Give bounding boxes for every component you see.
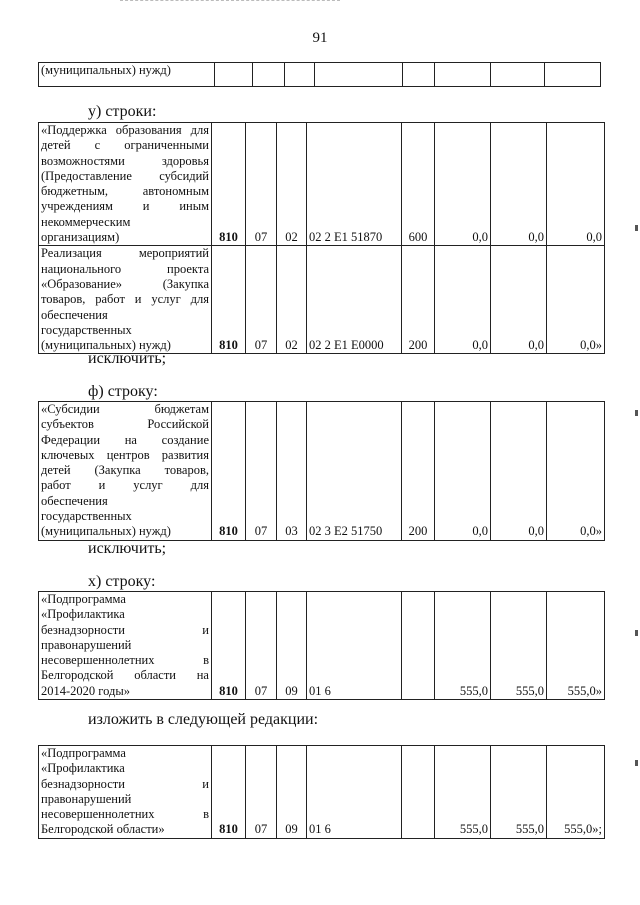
description-line: возможностями здоровья	[41, 153, 209, 168]
cell-amount-1: 0,0	[435, 246, 491, 354]
description-line: правонарушений	[41, 791, 132, 806]
description-line: Реализация мероприятий	[41, 246, 209, 261]
cell-ministry-code: 810	[212, 402, 246, 541]
description-line: (Предоставление субсидий	[41, 168, 209, 183]
section-f-action: исключить;	[88, 540, 167, 557]
cell-target-code: 01 6	[307, 592, 402, 700]
description-line: «Подпрограмма	[41, 592, 126, 606]
continuation-table	[38, 62, 601, 87]
cell-amount-3: 0,0»	[547, 246, 605, 354]
description-line: ключевых центров развития	[41, 447, 209, 462]
scan-mark	[635, 630, 638, 636]
scan-artifact-top	[120, 0, 340, 3]
table-row	[39, 592, 605, 700]
cell-subsection: 09	[277, 592, 307, 700]
description-line: (муниципальных) нужд)	[41, 338, 171, 353]
cell-amount-1: 0,0	[435, 123, 491, 246]
cell-section: 07	[246, 402, 277, 541]
description-line: бюджетным, автономным	[41, 184, 209, 199]
description-line: (муниципальных) нужд)	[41, 524, 171, 539]
scan-mark	[635, 760, 638, 766]
row-description	[39, 246, 212, 354]
cell-amount-3: 555,0»;	[547, 746, 605, 839]
cell-expense-type	[402, 592, 435, 700]
cell-section: 07	[246, 592, 277, 700]
cell-target-code: 02 2 Е1 Е0000	[307, 246, 402, 354]
description-line: «Образование» (Закупка	[41, 276, 209, 291]
cell-expense-type: 200	[402, 246, 435, 354]
description-line: «Профилактика	[41, 761, 125, 776]
scan-mark	[635, 225, 638, 231]
description-line: 2014-2020 годы»	[41, 683, 131, 698]
section-kh-heading: х) строку:	[88, 573, 156, 590]
row-description	[39, 63, 215, 87]
description-line: учреждениям и иным	[41, 199, 209, 214]
cell-expense-type	[402, 746, 435, 839]
row-description	[39, 402, 212, 541]
section-kh-action: изложить в следующей редакции:	[88, 711, 319, 728]
description-line: «Профилактика	[41, 607, 125, 622]
section-f-table	[38, 401, 605, 541]
cell-amount-1: 555,0	[435, 592, 491, 700]
section-u-heading: у) строки:	[88, 103, 157, 120]
cell-ministry-code: 810	[212, 246, 246, 354]
description-line: государственных	[41, 322, 132, 337]
description-line: детей с ограниченными	[41, 138, 209, 153]
description-line: государственных	[41, 509, 132, 524]
cell-amount-1: 0,0	[435, 402, 491, 541]
cell-ministry-code: 810	[212, 746, 246, 839]
description-line: «Поддержка образования для	[41, 123, 209, 137]
description-line: обеспечения	[41, 493, 108, 508]
cell-target-code: 02 3 Е2 51750	[307, 402, 402, 541]
cell-expense-type: 200	[402, 402, 435, 541]
cell-expense-type: 600	[402, 123, 435, 246]
cell-ministry-code: 810	[212, 592, 246, 700]
cell-amount-2: 555,0	[491, 592, 547, 700]
cell-subsection: 02	[277, 246, 307, 354]
cell-amount-3: 0,0	[547, 123, 605, 246]
cell-target-code: 02 2 Е1 51870	[307, 123, 402, 246]
cell-section: 07	[246, 746, 277, 839]
description-line: детей (Закупка товаров,	[41, 463, 209, 478]
description-line: субъектов Российской	[41, 417, 209, 432]
cell-subsection: 09	[277, 746, 307, 839]
description-line: товаров, работ и услуг для	[41, 292, 209, 307]
description-line: «Подпрограмма	[41, 746, 126, 760]
table-row	[39, 123, 605, 246]
description-line: национального проекта	[41, 261, 209, 276]
table-row	[39, 402, 605, 541]
cell-ministry-code: 810	[212, 123, 246, 246]
cell-subsection: 02	[277, 123, 307, 246]
description-line: некоммерческим	[41, 214, 131, 229]
cell-subsection: 03	[277, 402, 307, 541]
section-kh-table	[38, 591, 605, 700]
cell-amount-2: 0,0	[491, 123, 547, 246]
row-description	[39, 592, 212, 700]
section-f-heading: ф) строку:	[88, 383, 158, 400]
description-line: безнадзорности и	[41, 622, 209, 637]
table-row	[39, 246, 605, 354]
description-line: несовершеннолетних в	[41, 807, 209, 822]
cell-amount-3: 555,0»	[547, 592, 605, 700]
new-edition-table	[38, 745, 605, 839]
description-line: (муниципальных) нужд)	[41, 63, 171, 77]
cell-amount-3: 0,0»	[547, 402, 605, 541]
cell-section: 07	[246, 246, 277, 354]
row-description	[39, 746, 212, 839]
page-number: 91	[312, 30, 328, 46]
description-line: Белгородской области на	[41, 668, 209, 683]
row-description	[39, 123, 212, 246]
description-line: работ и услуг для	[41, 478, 209, 493]
cell-target-code: 01 6	[307, 746, 402, 839]
description-line: «Субсидии бюджетам	[41, 402, 209, 416]
section-u-table	[38, 122, 605, 354]
description-line: безнадзорности и	[41, 776, 209, 791]
description-line: Федерации на создание	[41, 432, 209, 447]
cell-amount-2: 0,0	[491, 402, 547, 541]
table-row	[39, 63, 601, 87]
description-line: организациям)	[41, 230, 120, 245]
description-line: несовершеннолетних в	[41, 653, 209, 668]
scan-mark	[635, 410, 638, 416]
description-line: обеспечения	[41, 307, 108, 322]
description-line: правонарушений	[41, 637, 132, 652]
description-line: Белгородской области»	[41, 822, 165, 837]
cell-amount-2: 555,0	[491, 746, 547, 839]
section-u-action: исключить;	[88, 350, 167, 367]
cell-amount-1: 555,0	[435, 746, 491, 839]
cell-section: 07	[246, 123, 277, 246]
table-row	[39, 746, 605, 839]
cell-amount-2: 0,0	[491, 246, 547, 354]
